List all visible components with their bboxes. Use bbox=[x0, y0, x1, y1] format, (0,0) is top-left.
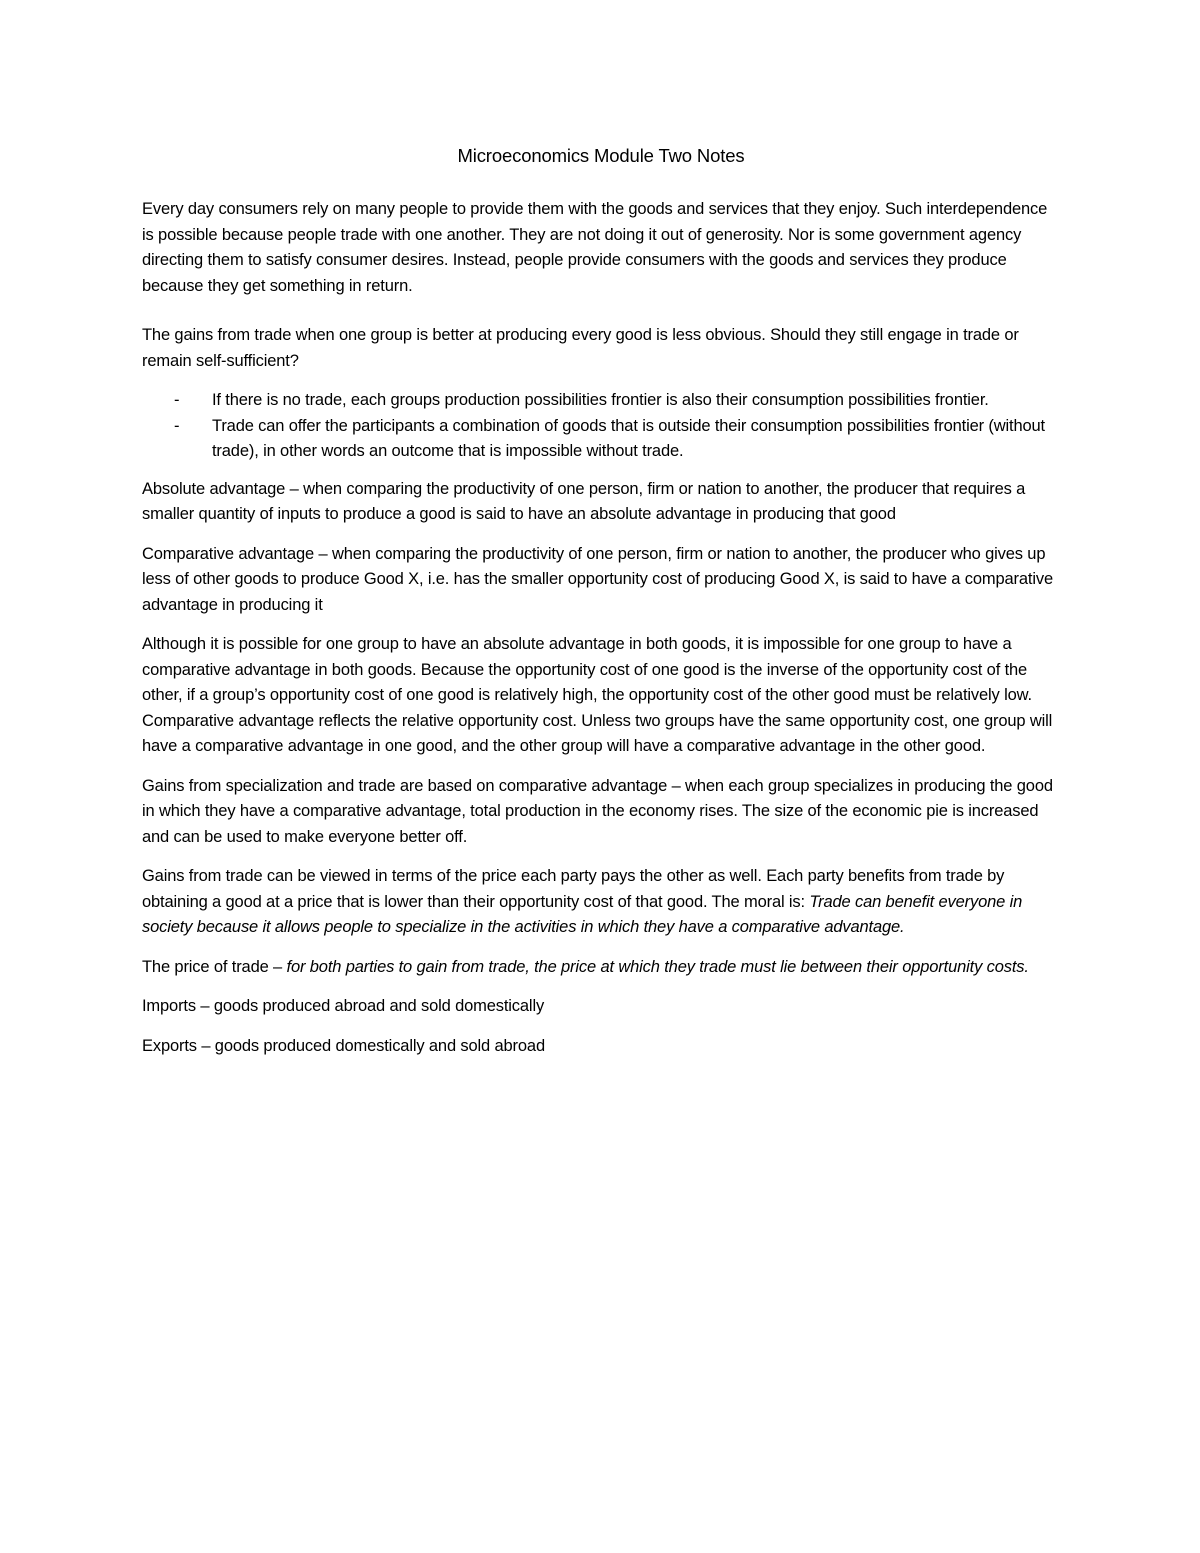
imports-paragraph bbox=[142, 994, 1060, 1020]
absolute-advantage-separator: – bbox=[285, 479, 304, 498]
imports-definition: goods produced abroad and sold domestically bbox=[213, 997, 545, 1015]
comparative-advantage-definition: when comparing the productivity of one person, firm or nation to another, the producer who gives up less of other goods to produce Good X, i.e. has the smaller opportunity cost of producing Good X, is said to have a comparative advantage in producing it bbox=[142, 544, 1053, 614]
absolute-advantage-term: Absolute advantage bbox=[142, 479, 286, 498]
comparative-advantage-paragraph bbox=[142, 542, 1060, 619]
bullet-text: If there is no trade, each groups production possibilities frontier is also their consumption possibilities frontier. bbox=[212, 391, 989, 409]
imports-separator: – bbox=[195, 997, 214, 1015]
intro-paragraph: Every day consumers rely on many people to provide them with the goods and services that they enjoy. Such interdependence is possible because people trade with one another. They are not doing it out of generosity. Nor is some government agency directing them to satisfy consumer desires. Instead, people provide consumers with the goods and services they produce because they get something in return. bbox=[142, 200, 1048, 295]
imports-term: Imports bbox=[142, 997, 196, 1015]
bullet-list bbox=[142, 388, 1060, 465]
list-item bbox=[142, 414, 1060, 465]
absolute-advantage-paragraph bbox=[142, 477, 1060, 528]
bullet-text: Trade can offer the participants a combination of goods that is outside their consumption possibilities frontier (without trade), in other words an outcome that is impossible without trade. bbox=[212, 416, 1045, 460]
although-paragraph: Although it is possible for one group to have an absolute advantage in both goods, it is impossible for one group to have a comparative advantage in both goods. Because the opportunity cost of one good is the inverse of the opportunity cost of the other, if a group’s opportunity cost of one good is relatively high, the opportunity cost of the other good must be relatively low. Comparative advantage reflects the relative opportunity cost. Unless two groups have the same opportunity cost, one group will have a comparative advantage in one good, and the other group will have a comparative advantage in the other good. bbox=[142, 635, 1053, 755]
gains-price-paragraph bbox=[142, 864, 1060, 941]
exports-separator: – bbox=[196, 1036, 215, 1055]
gains-question-paragraph: The gains from trade when one group is better at producing every good is less obvious. Should they still engage in trade or remain self-sufficient? bbox=[142, 326, 1019, 370]
page-title: Microeconomics Module Two Notes bbox=[457, 145, 745, 166]
exports-definition: goods produced domestically and sold abroad bbox=[214, 1036, 545, 1055]
exports-term: Exports bbox=[142, 1036, 197, 1055]
moral-italic-text: Trade can benefit everyone in society because it allows people to specialize in the activities in which they have a comparative advantage. bbox=[142, 892, 1023, 936]
bullet-marker: - bbox=[174, 391, 180, 409]
price-of-trade-definition: for both parties to gain from trade, the price at which they trade must lie between their opportunity costs. bbox=[286, 957, 1029, 976]
absolute-advantage-definition: when comparing the productivity of one person, firm or nation to another, the producer that requires a smaller quantity of inputs to produce a good is said to have an absolute advantage in producing that good bbox=[142, 479, 1026, 523]
specialization-paragraph: Gains from specialization and trade are based on comparative advantage – when each group specializes in producing the good in which they have a comparative advantage, total production in the economy rises. The size of the economic pie is increased and can be used to make everyone better off. bbox=[142, 776, 1053, 846]
comparative-advantage-term: Comparative advantage bbox=[142, 544, 315, 563]
exports-paragraph bbox=[142, 1034, 1060, 1060]
bullet-marker: - bbox=[174, 416, 180, 435]
list-item bbox=[142, 388, 1060, 414]
price-of-trade-term: The price of trade bbox=[142, 957, 269, 976]
price-of-trade-separator: – bbox=[268, 957, 287, 976]
gains-price-text: Gains from trade can be viewed in terms of the price each party pays the other as well. Each party benefits from trade by obtaining a good at a price that is lower than their opportunity cost of that good. The moral is: bbox=[142, 867, 1005, 911]
price-of-trade-paragraph bbox=[142, 955, 1060, 981]
comparative-advantage-separator: – bbox=[314, 544, 332, 563]
document-body bbox=[142, 143, 1060, 1073]
